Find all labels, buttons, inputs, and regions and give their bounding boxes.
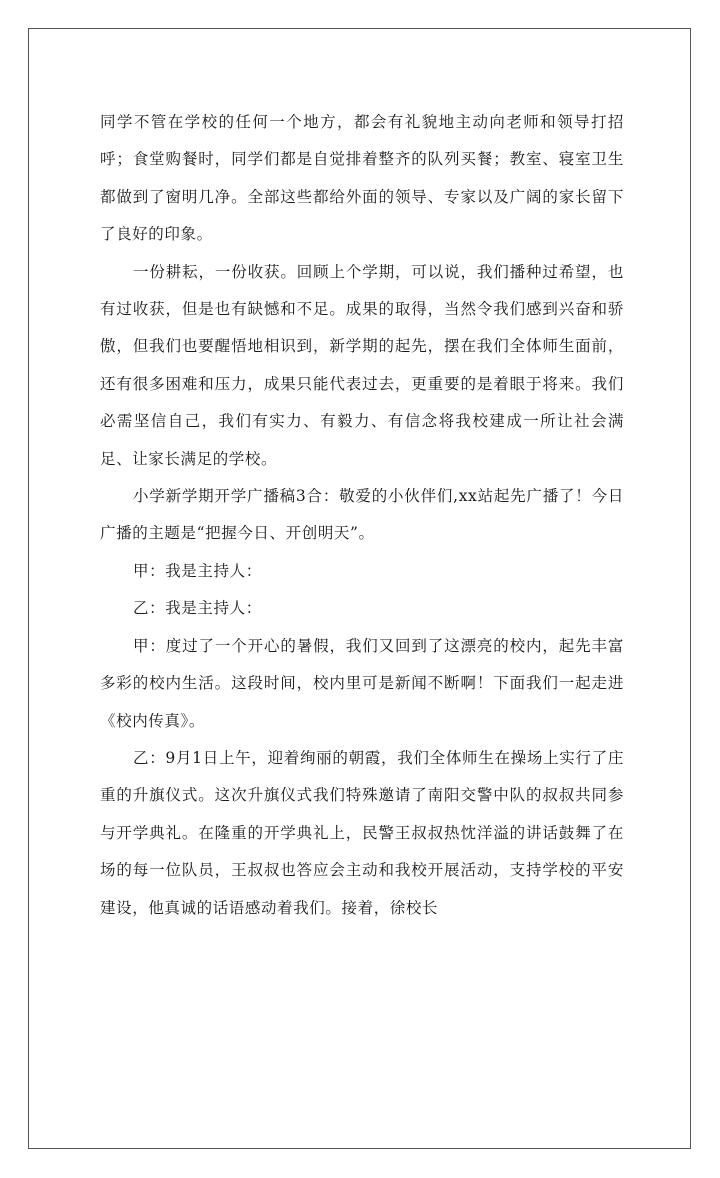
paragraph-1: 同学不管在学校的任何一个地方，都会有礼貌地主动向老师和领导打招呼；食堂购餐时，同学们都是自觉排着整齐的队列买餐；教室、寝室卫生都做到了窗明几净。全部这些都给外面的领导、专家以及广阔的家长留下了良好的印象。 <box>100 113 624 244</box>
paragraph-4: 甲：我是主持人： <box>133 561 262 580</box>
paragraph-7: 乙：9月1日上午，迎着绚丽的朝霞，我们全体师生在操场上实行了庄重的升旗仪式。这次升旗仪式我们特殊邀请了南阳交警中队的叔叔共同参与开学典礼。在隆重的开学典礼上，民警王叔叔热忱洋溢的讲话鼓舞了在场的每一位队员，王叔叔也答应会主动和我校开展活动，支持学校的平安建设，他真诚的话语感动着我们。接着，徐校长 <box>100 748 624 917</box>
paragraph-5: 乙：我是主持人： <box>133 599 262 618</box>
paragraph-2: 一份耕耘，一份收获。回顾上个学期，可以说，我们播种过希望，也有过收获，但是也有缺憾和不足。成果的取得，当然令我们感到兴奋和骄傲，但我们也要醒悟地相识到，新学期的起先，摆在我们全体师生面前，还有很多困难和压力，成果只能代表过去，更重要的是着眼于将来。我们必需坚信自己，我们有实力、有毅力、有信念将我校建成一所让社会满足、让家长满足的学校。 <box>100 262 624 468</box>
paragraph-3: 小学新学期开学广播稿3合：敬爱的小伙伴们,xx站起先广播了！今日广播的主题是“把握今日、开创明天”。 <box>100 487 624 543</box>
document-body <box>100 104 624 927</box>
paragraph-6: 甲：度过了一个开心的暑假，我们又回到了这漂亮的校内，起先丰富多彩的校内生活。这段时间，校内里可是新闻不断啊！下面我们一起走进《校内传真》。 <box>100 636 624 730</box>
